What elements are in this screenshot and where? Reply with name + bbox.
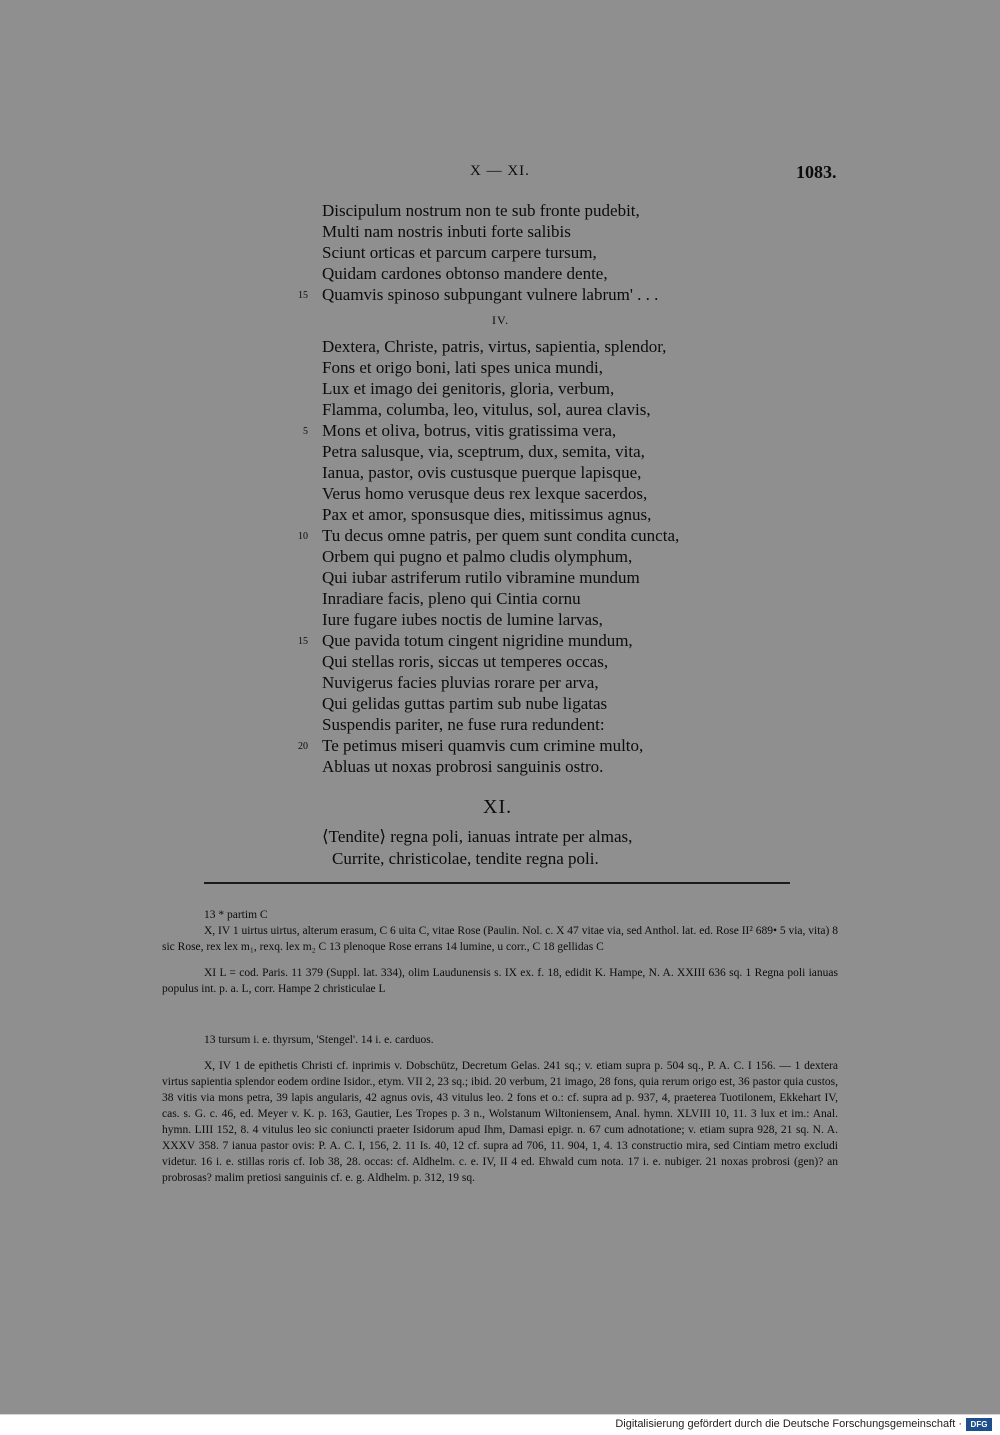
verse-line bbox=[322, 504, 742, 525]
verse-text: Orbem qui pugno et palmo cludis olymphum, bbox=[322, 547, 633, 566]
verse-line bbox=[298, 525, 742, 546]
verse-text: Petra salusque, via, sceptrum, dux, semita, vita, bbox=[322, 442, 645, 461]
verse-line bbox=[322, 546, 742, 567]
funding-notice: Digitalisierung gefördert durch die Deutsche Forschungsgemeinschaft · bbox=[615, 1418, 962, 1430]
verse-text: Tu decus omne patris, per quem sunt condita cuncta, bbox=[322, 526, 680, 545]
critical-apparatus bbox=[162, 907, 838, 997]
verse-text: Te petimus miseri quamvis cum crimine multo, bbox=[322, 736, 644, 755]
line-number: 10 bbox=[298, 531, 308, 542]
running-header: X — XI. bbox=[470, 163, 530, 179]
poem-continuation bbox=[298, 200, 742, 305]
verse-line bbox=[322, 693, 742, 714]
verse-line bbox=[322, 609, 742, 630]
verse-line bbox=[322, 651, 742, 672]
verse-text: Suspendis pariter, ne fuse rura redundent: bbox=[322, 715, 605, 734]
verse-line bbox=[322, 567, 742, 588]
verse-text: Iure fugare iubes noctis de lumine larvas, bbox=[322, 610, 603, 629]
verse-line bbox=[322, 441, 742, 462]
verse-text: Multi nam nostris inbuti forte salibis bbox=[322, 222, 571, 241]
verse-text: Quamvis spinoso subpungant vulnere labrum' . . . bbox=[322, 285, 659, 304]
dfg-logo: DFG bbox=[966, 1418, 992, 1431]
apparatus-note: XI L = cod. Paris. 11 379 (Suppl. lat. 334), olim Laudunensis s. IX ex. f. 18, edidit K. Hampe, N. A. XXIII 636 sq. 1 Regna poli ianuas populus int. p. a. L, corr. Hampe 2 christiculae L bbox=[162, 967, 838, 995]
verse-line bbox=[298, 284, 742, 305]
verse-line bbox=[322, 672, 742, 693]
verse-text: Verus homo verusque deus rex lexque sacerdos, bbox=[322, 484, 648, 503]
verse-text: Nuvigerus facies pluvias rorare per arva, bbox=[322, 673, 599, 692]
verse-line bbox=[322, 336, 742, 357]
verse-text: Abluas ut noxas probrosi sanguinis ostro. bbox=[322, 757, 604, 776]
poem-iv bbox=[298, 336, 742, 777]
verse-line bbox=[322, 756, 742, 777]
verse-text: Dextera, Christe, patris, virtus, sapientia, splendor, bbox=[322, 337, 667, 356]
verse-line bbox=[322, 221, 742, 242]
verse-line bbox=[303, 420, 742, 441]
verse-line bbox=[298, 630, 742, 651]
line-number: 20 bbox=[298, 741, 308, 752]
verse-line bbox=[322, 462, 742, 483]
verse-text: Lux et imago dei genitoris, gloria, verbum, bbox=[322, 379, 615, 398]
poem-xi bbox=[322, 826, 742, 870]
line-number: 15 bbox=[298, 290, 308, 301]
footnote-divider bbox=[204, 882, 790, 884]
verse-text: Pax et amor, sponsusque dies, mitissimus agnus, bbox=[322, 505, 652, 524]
digitization-footer bbox=[0, 1414, 1000, 1435]
verse-line bbox=[322, 378, 742, 399]
verse-line bbox=[322, 263, 742, 284]
verse-line bbox=[322, 399, 742, 420]
verse-line bbox=[298, 735, 742, 756]
apparatus-note: 13 * partim C bbox=[204, 909, 268, 921]
poem-xi-line: ⟨Tendite⟩ regna poli, ianuas intrate per almas, bbox=[322, 827, 633, 846]
verse-line bbox=[322, 483, 742, 504]
verse-text: Ianua, pastor, ovis custusque puerque lapisque, bbox=[322, 463, 642, 482]
section-heading-xi: XI. bbox=[483, 796, 513, 818]
verse-line bbox=[322, 588, 742, 609]
line-number: 5 bbox=[303, 426, 308, 437]
verse-text: Qui stellas roris, siccas ut temperes occas, bbox=[322, 652, 609, 671]
subheading-iv: IV. bbox=[492, 313, 510, 327]
verse-text: Quidam cardones obtonso mandere dente, bbox=[322, 264, 608, 283]
verse-line bbox=[322, 200, 742, 221]
verse-text: Mons et oliva, botrus, vitis gratissima vera, bbox=[322, 421, 617, 440]
page-number: 1083. bbox=[796, 162, 837, 182]
line-number: 15 bbox=[298, 636, 308, 647]
verse-text: Inradiare facis, pleno qui Cintia cornu bbox=[322, 589, 581, 608]
verse-line bbox=[322, 242, 742, 263]
verse-text: Qui gelidas guttas partim sub nube ligatas bbox=[322, 694, 608, 713]
poem-xi-line: Currite, christicolae, tendite regna poli. bbox=[332, 849, 599, 868]
verse-text: Flamma, columba, leo, vitulus, sol, aurea clavis, bbox=[322, 400, 651, 419]
verse-line bbox=[322, 714, 742, 735]
commentary-note: X, IV 1 de epithetis Christi cf. inprimis v. Dobschütz, Decretum Gelas. 241 sq.; v. etiam supra p. 504 sq., P. A. C. I 156. — 1 dextera virtus sapientia splendor eodem ordine Isidor., etym. VII 2, 23 sq.; ibid. 20 verbum, 21 imago, 28 fons, quia rerum origo est, 36 pastor quia custos, 38 vitis via mons petra, 39 lapis angularis, 42 agnus ovis, 43 vitulus leo. 2 fons et o.: cf. supra ad p. 937, 4, praeterea Tuotilonem, Ekkehart IV, cas. s. G. c. 46, ed. Meyer v. K. p. 163, Gautier, Les Tropes p. 3 n., Wolstanum Wiltoniensem, Anal. hymn. XLVIII 10, 11. 3 lux et im.: Anal. hymn. LIII 152, 8. 4 vitulus leo sic coniuncti praeter Isidorum apud Ihm, Damasi epigr. n. 67 cum adnotatione; v. etiam supra 928, 21 sq. N. A. XXXV 358. 7 ianua pastor ovis: P. A. C. I, 156, 2. 11 Is. 40, 12 cf. supra ad 706, 11. 904, 1, 4. 13 constructio mira, sed Cintiam metro excludi videtur. 16 i. e. stillas roris cf. Iob 38, 28. occas: cf. Aldhelm. c. e. IV, II 4 ed. Ehwald cum nota. 17 i. e. nubiger. 21 noxas probrosi (gen)? an probrosas? malim pretiosi sanguinis cf. e. g. Aldhelm. p. 312, 19 sq. bbox=[162, 1060, 838, 1184]
verse-line bbox=[322, 357, 742, 378]
verse-text: Fons et origo boni, lati spes unica mundi, bbox=[322, 358, 603, 377]
commentary-notes bbox=[162, 1032, 838, 1186]
verse-text: Sciunt orticas et parcum carpere tursum, bbox=[322, 243, 597, 262]
verse-text: Discipulum nostrum non te sub fronte pudebit, bbox=[322, 201, 640, 220]
commentary-note: 13 tursum i. e. thyrsum, 'Stengel'. 14 i. e. carduos. bbox=[204, 1034, 434, 1046]
apparatus-note: X, IV 1 uirtus uirtus, alterum erasum, C 6 uita C, vitae Rose (Paulin. Nol. c. X 47 vitae via, sed Anthol. lat. ed. Rose II² 689• 5 via, vita) 8 sic Rose, rex lex m₁, rexq. lex m₂ C 13 plenoque Rose errans 14 lumine, u corr., C 18 gellidas C bbox=[162, 925, 838, 953]
verse-text: Qui iubar astriferum rutilo vibramine mundum bbox=[322, 568, 640, 587]
verse-text: Que pavida totum cingent nigridine mundum, bbox=[322, 631, 633, 650]
